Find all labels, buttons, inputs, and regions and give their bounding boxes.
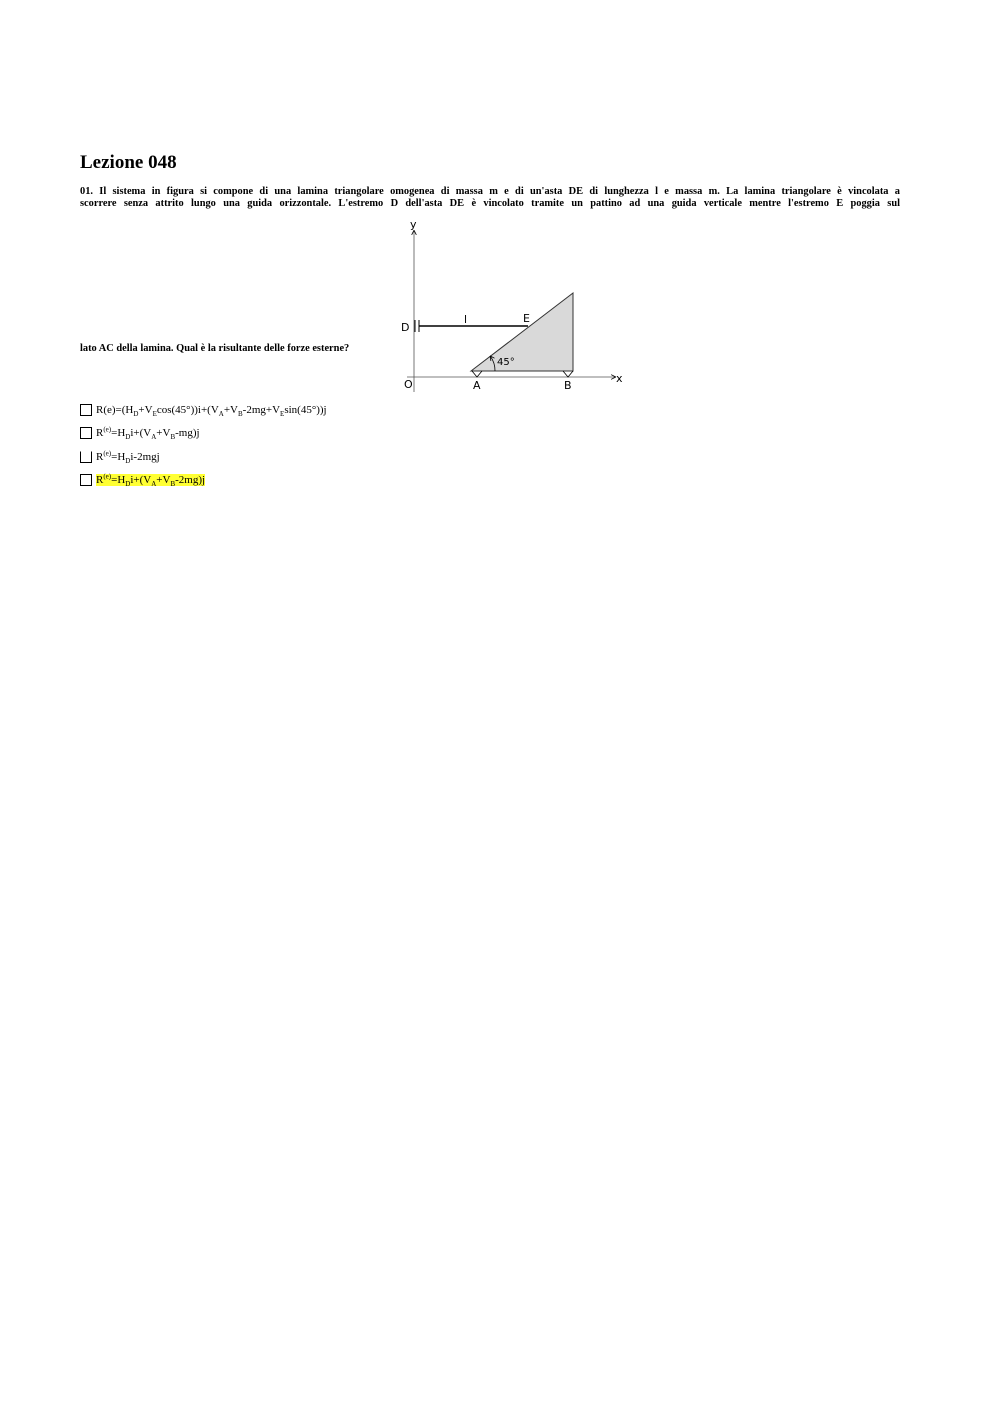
mechanics-figure — [395, 216, 630, 394]
answer-checkbox[interactable] — [80, 427, 92, 439]
label-l: l — [464, 313, 468, 326]
label-B: B — [564, 379, 572, 392]
lesson-title: Lezione 048 — [80, 152, 177, 173]
answer-checkbox[interactable] — [80, 451, 92, 463]
answer-list — [80, 398, 327, 492]
answer-option-3[interactable] — [80, 445, 327, 469]
answer-option-2[interactable] — [80, 422, 327, 446]
support-A — [472, 371, 482, 377]
triangular-lamina — [471, 293, 573, 371]
question-text-tail: lato AC della lamina. Qual è la risultante delle forze esterne? — [80, 343, 350, 354]
answer-option-1[interactable] — [80, 398, 327, 422]
answer-checkbox[interactable] — [80, 474, 92, 486]
question-line-2: scorrere senza attrito lungo una guida orizzontale. L'estremo D dell'asta DE è vincolato tramite un pattino ad una guida verticale mentre l'estremo E poggia sul — [80, 198, 900, 209]
answer-checkbox[interactable] — [80, 404, 92, 416]
label-O: O — [404, 378, 413, 391]
figure-svg — [395, 216, 630, 394]
label-y: y — [410, 218, 417, 231]
label-x: x — [616, 372, 623, 385]
answer-text: $R^{(e)}=H_Di-2mgj$ — [96, 449, 160, 465]
question-text — [80, 186, 900, 210]
answer-text-highlighted: $R^{(e)}=H_Di+(V_A+V_B-2mg)j$ — [96, 472, 206, 489]
label-angle: 45° — [497, 357, 515, 368]
label-D: D — [401, 321, 410, 334]
label-A: A — [473, 379, 481, 392]
label-E: E — [523, 312, 530, 325]
answer-text: $R(e)=(H_D+V_E\cos(45^\circ))i+(V_A+V_B-2mg+V_E\sin(45^\circ))j$ — [96, 403, 327, 418]
question-line-1: 01. Il sistema in figura si compone di una lamina triangolare omogenea di massa m e di un'asta DE di lunghezza l e massa m. La lamina triangolare è vincolata a — [80, 186, 900, 197]
answer-text: $R^{(e)}=H_Di+(V_A+V_B-mg)j$ — [96, 425, 200, 442]
answer-option-4[interactable] — [80, 469, 327, 493]
support-B — [563, 371, 573, 377]
